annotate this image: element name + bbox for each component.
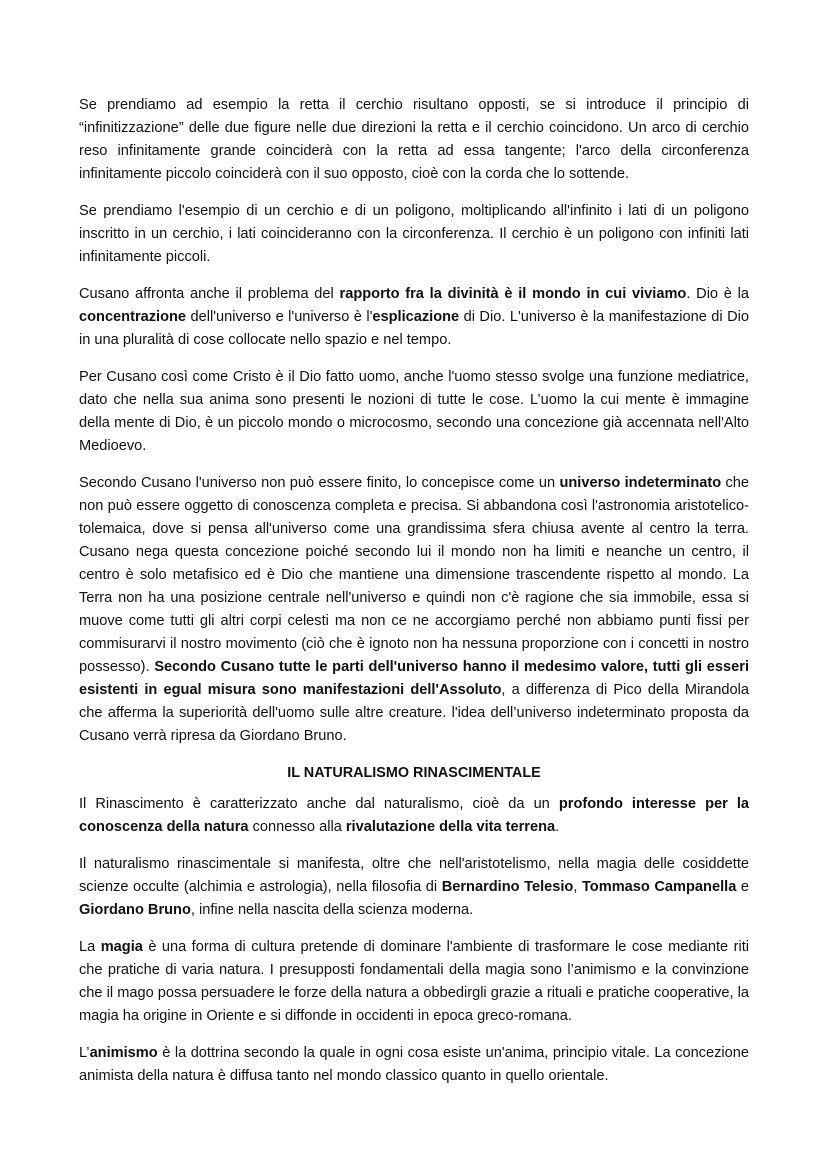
- text-run: Se prendiamo l'esempio di un cerchio e di un poligono, moltiplicando all'infinito i lati di un poligono inscritto in un cerchio, i lati coincideranno con la circonferenza. Il cerchio è un poligono con infiniti lati infinitamente piccoli.: [79, 203, 749, 265]
- bold-text: Tommaso Campanella: [581, 879, 737, 895]
- text-run: dell'universo e l'universo è l': [186, 309, 373, 325]
- paragraph: [79, 1042, 749, 1088]
- text-run: di Dio. L'universo è la manifestazione di Dio in una pluralità di cose collocate nello spazio e nel tempo.: [79, 309, 750, 348]
- paragraph: [79, 366, 749, 458]
- paragraph: [79, 94, 749, 186]
- section-heading: IL NATURALISMO RINASCIMENTALE: [287, 765, 541, 781]
- bold-text: esplicazione: [372, 309, 460, 325]
- paragraph: [79, 793, 749, 839]
- paragraph: [79, 472, 749, 748]
- text-run: e: [736, 879, 750, 895]
- text-run: Secondo Cusano l'universo non può essere finito, lo concepisce come un: [79, 475, 560, 491]
- paragraph-group-cusano: [79, 94, 749, 748]
- text-run: Cusano affronta anche il problema del: [79, 286, 340, 302]
- text-run: ,: [573, 879, 582, 895]
- paragraph: [79, 200, 749, 269]
- text-run: connesso alla: [248, 819, 346, 835]
- text-run: Se prendiamo ad esempio la retta il cerchio risultano opposti, se si introduce il principio di “infinitizzazione” delle due figure nelle due direzioni la retta e il cerchio coincidono. Un arco di cerchio reso infinitamente grande coinciderà con la retta ad essa tangente; l'arco della circonferenza infinitamente piccolo coinciderà con il suo opposto, cioè con la corda che lo sottende.: [79, 97, 749, 182]
- document-page: [79, 94, 749, 1102]
- text-run: Il Rinascimento è caratterizzato anche dal naturalismo, cioè da un: [79, 796, 559, 812]
- bold-text: animismo: [89, 1045, 158, 1061]
- text-run: . Dio è la: [686, 286, 750, 302]
- text-run: Per Cusano così come Cristo è il Dio fatto uomo, anche l'uomo stesso svolge una funzione mediatrice, dato che nella sua anima sono presenti le nozioni di tutte le cose. L’uomo la cui mente è immagine della mente di Dio, è un piccolo mondo o microcosmo, secondo una concezione già accennata nell'Alto Medioevo.: [79, 369, 749, 454]
- bold-text: profondo interesse per la conoscenza della natura: [79, 796, 749, 835]
- text-run: è una forma di cultura pretende di dominare l'ambiente di trasformare le cose mediante riti che pratiche di varia natura. I presupposti fondamentali della magia sono l’animismo e la convinzione che il mago possa persuadere le forze della natura a obbedirgli grazie a rituali e pratiche cooperative, la magia ha origine in Oriente e si diffonde in occidenti in epoca greco-romana.: [79, 939, 749, 1024]
- paragraph: [79, 936, 749, 1028]
- text-run: è la dottrina secondo la quale in ogni cosa esiste un'anima, principio vitale. La concezione animista della natura è diffusa tanto nel mondo classico quanto in quello orientale.: [79, 1045, 749, 1084]
- text-run: .: [555, 819, 560, 835]
- paragraph-group-naturalismo: [79, 793, 749, 1088]
- paragraph: [79, 283, 749, 352]
- bold-text: Secondo Cusano tutte le parti dell'universo hanno il medesimo valore, tutti gli esseri esistenti in egual misura sono manifestazioni dell'Assoluto: [79, 659, 750, 698]
- bold-text: rapporto fra la divinità è il mondo in cui viviamo: [339, 286, 687, 302]
- text-run: Il naturalismo rinascimentale si manifesta, oltre che nell'aristotelismo, nella magia delle cosiddette scienze occulte (alchimia e astrologia), nella filosofia di: [79, 856, 749, 895]
- bold-text: universo indeterminato: [559, 475, 722, 491]
- bold-text: concentrazione: [79, 309, 187, 325]
- bold-text: Giordano Bruno: [79, 902, 191, 918]
- bold-text: magia: [100, 939, 143, 955]
- bold-text: Bernardino Telesio: [441, 879, 574, 895]
- text-run: , infine nella nascita della scienza moderna.: [190, 902, 474, 918]
- paragraph: [79, 853, 749, 922]
- text-run: , a differenza di Pico della Mirandola che afferma la superiorità dell'uomo sulle altre creature. l'idea dell’universo indeterminato proposta da Cusano verrà ripresa da Giordano Bruno.: [79, 682, 749, 744]
- text-run: La: [79, 939, 101, 955]
- text-run: che non può essere oggetto di conoscenza completa e precisa. Si abbandona così l'astronomia aristotelico-tolemaica, dove si pensa all'universo come una grandissima sfera chiusa avente al centro la terra. Cusano nega questa concezione poiché secondo lui il mondo non ha limiti e neanche un centro, il centro è solo metafisico ed è Dio che mantiene una dimensione trascendente rispetto al mondo. La Terra non ha una posizione centrale nell'universo e quindi non c'è ragione che sia immobile, essa si muove come tutti gli altri corpi celesti ma non ce ne accorgiamo perché non abbiamo punti fissi per commisurarvi il nostro movimento (ciò che è ignoto non ha nessuna proporzione con i concetti in nostro possesso).: [79, 475, 749, 675]
- bold-text: rivalutazione della vita terrena: [345, 819, 556, 835]
- text-run: L’: [79, 1045, 90, 1061]
